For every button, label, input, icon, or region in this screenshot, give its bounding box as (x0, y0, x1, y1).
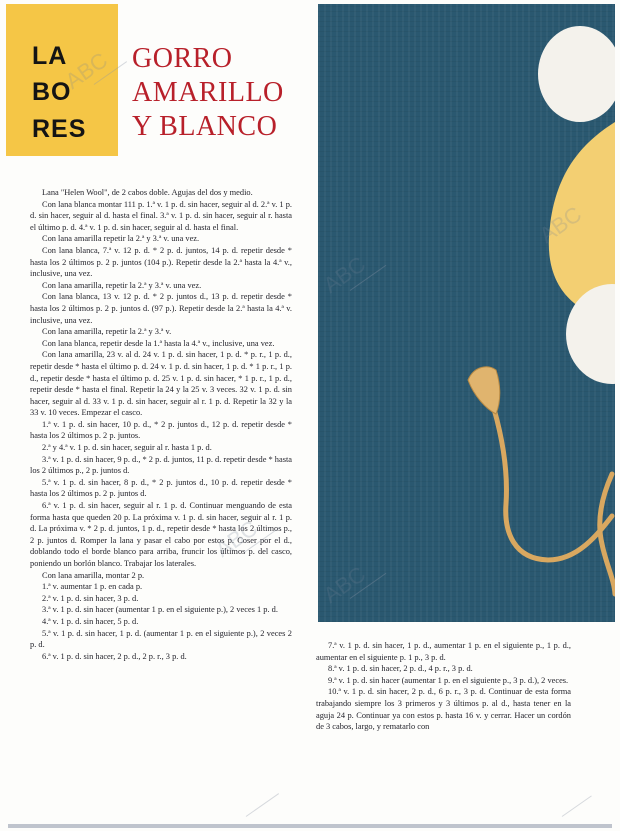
article-title (132, 42, 312, 144)
paragraph: Con lana amarilla, 23 v. al d. 24 v. 1 p. d. sin hacer, 1 p. d. * p. r., 1 p. d., repetir desde * hasta el último p. d. 24 v. 1 p. d. sin hacer, 1 p. d. * 1 p. r., 1 p. d., repetir desde * hasta el último p. d. 25 v. 1 p. d. sin hacer, * 1 p. r., 1 p. d., repetir desde * hasta el final. Repetir la 24 y la 25 v. 3 veces. 32 v. 1 p. d. sin hacer, seguir al d. 33 v. 1 p. d. sin hacer, seguir al r. 1 p. d. Repetir la 32 y la 33 v. 10 veces. Empezar el casco. (30, 350, 292, 418)
paragraph: 9.ª v. 1 p. d. sin hacer (aumentar 1 p. en el siguiente p., 3 p. d.), 2 veces. (328, 675, 569, 685)
paragraph: 6.ª v. 1 p. d. sin hacer, 2 p. d., 2 p. r., 3 p. d. (42, 651, 187, 661)
page-bottom-edge (8, 824, 612, 828)
yarn-cord (494, 409, 612, 560)
paragraph: 6.ª v. 1 p. d. sin hacer, seguir al r. 1 p. d. Continuar menguando de esta forma hasta que queden 20 p. La próxima v. 1 p. d. sin hacer, seguir al r. 1 p. d. La próxima v. * 2 p. d. juntos, 1 p. d., repetir desde * hasta los 2 últimos p., 2 p. juntos d. Romper la lana y pasar el cabo por estos p. Coser por el d., doblando todo el borde blanco para arriba, fruncir los últimos p. del casco, poniendo un borlón blanco. Trabajar los laterales. (30, 501, 292, 568)
paragraph: Con lana blanca, repetir desde la 1.ª hasta la 4.ª v., inclusive, una vez. (42, 338, 275, 348)
paragraph: 4.ª v. 1 p. d. sin hacer, 5 p. d. (42, 616, 139, 626)
title-line-1: GORRO (132, 43, 233, 74)
tassel (468, 367, 500, 414)
paragraph: 3.ª v. 1 p. d. sin hacer (aumentar 1 p. en el siguiente p.), 2 veces 1 p. d. (42, 605, 278, 615)
paragraph: Con lana amarilla, repetir la 2.ª y 3.ª v. una vez. (42, 280, 202, 290)
yarn-cord-2 (600, 474, 615, 594)
watermark: ABC (534, 201, 587, 248)
instructions-right-column (316, 640, 571, 733)
instructions-left-column (30, 187, 292, 662)
knitted-hat-photo (318, 4, 615, 622)
watermark-stroke (246, 793, 279, 817)
section-tag-line-3: RES (32, 115, 87, 143)
paragraph: 7.ª v. 1 p. d. sin hacer, 1 p. d., aumentar 1 p. en el siguiente p., 1 p. d., aumentar en el siguiente p. 1 p., 3 p. d. (316, 641, 571, 662)
paragraph: 1.ª v. 1 p. d. sin hacer, 10 p. d., * 2 p. juntos d., 12 p. d. repetir desde * hasta los 2 últimos p. 2 p. juntos. (30, 419, 292, 441)
paragraph: Con lana blanca, 13 v. 12 p. d. * 2 p. juntos d., 13 p. d. repetir desde * hasta los 2 últimos p. 2 p. juntos d. (97 p.). Repetir desde la 2.ª hasta la 4.ª v. inclusive, una vez. (30, 292, 292, 325)
pompom-top (538, 26, 615, 122)
paragraph: Con lana amarilla, repetir la 2.ª y 3.ª v. (42, 327, 172, 337)
watermark: ABC (318, 561, 371, 608)
watermark: ABC (210, 515, 263, 562)
paragraph: 2.ª v. 1 p. d. sin hacer, 3 p. d. (42, 593, 139, 603)
section-tag-line-1: LA (32, 42, 68, 70)
paragraph: Con lana amarilla repetir la 2.ª y 3.ª v. una vez. (42, 234, 200, 244)
section-tag-line-2: BO (32, 78, 72, 106)
title-line-2: AMARILLO (132, 77, 284, 108)
watermark: ABC (318, 251, 371, 298)
paragraph: 10.ª v. 1 p. d. sin hacer, 2 p. d., 6 p. r., 3 p. d. Continuar de esta forma trabajando siempre los 3 primeros y 3 últimos p. al d., hasta tener en la aguja 24 p. Continuar ya con estos p. hasta 16 v. y cerrar. Hacer un cordón de 3 cabos, largo, y rematarlo con (316, 687, 571, 732)
paragraph: 5.ª v. 1 p. d. sin hacer, 8 p. d., * 2 p. juntos d., 10 p. d. repetir desde * hasta los 2 últimos p. 2 p. juntos d. (30, 477, 292, 499)
paragraph: 1.ª v. aumentar 1 p. en cada p. (42, 582, 143, 592)
paragraph: Con lana amarilla, montar 2 p. (42, 570, 145, 580)
title-line-3: Y BLANCO (132, 111, 278, 142)
watermark: ABC (60, 47, 113, 94)
paragraph: Lana "Helen Wool", de 2 cabos doble. Agujas del dos y medio. (42, 188, 253, 197)
watermark-stroke (562, 795, 592, 816)
paragraph: 3.ª v. 1 p. d. sin hacer, 9 p. d., * 2 p. d. juntos, 11 p. d. repetir desde * hasta los 2 últimos p., 2 p. juntos d. (30, 454, 293, 476)
paragraph: Con lana blanca montar 111 p. 1.ª v. 1 p. d. sin hacer, seguir al d. 2.ª v. 1 p. d. sin hacer, seguir al d. hasta el final. 3.ª v. 1 p. d. sin hacer, seguir al r. hasta el último p. d. 4.ª v. 1 p. d. sin hacer, seguir al d. hasta el final. (30, 199, 292, 232)
knitted-hat-photo-icon (318, 4, 615, 622)
paragraph: 8.ª v. 1 p. d. sin hacer, 2 p. d., 4 p. r., 3 p. d. (328, 664, 473, 674)
paragraph: 5.ª v. 1 p. d. sin hacer, 1 p. d. (aumentar 1 p. en el siguiente p.), 2 veces 2 p. d. (30, 628, 292, 650)
paragraph: 2.ª y 4.ª v. 1 p. d. sin hacer, seguir al r. hasta 1 p. d. (42, 443, 212, 453)
paragraph: Con lana blanca, 7.ª v. 12 p. d. * 2 p. d. juntos, 14 p. d. repetir desde * hasta los 2 últimos p. 2 p. juntos (104 p.). Repetir desde la 2.ª hasta la 4.ª v., inclusive, una vez. (30, 245, 292, 279)
